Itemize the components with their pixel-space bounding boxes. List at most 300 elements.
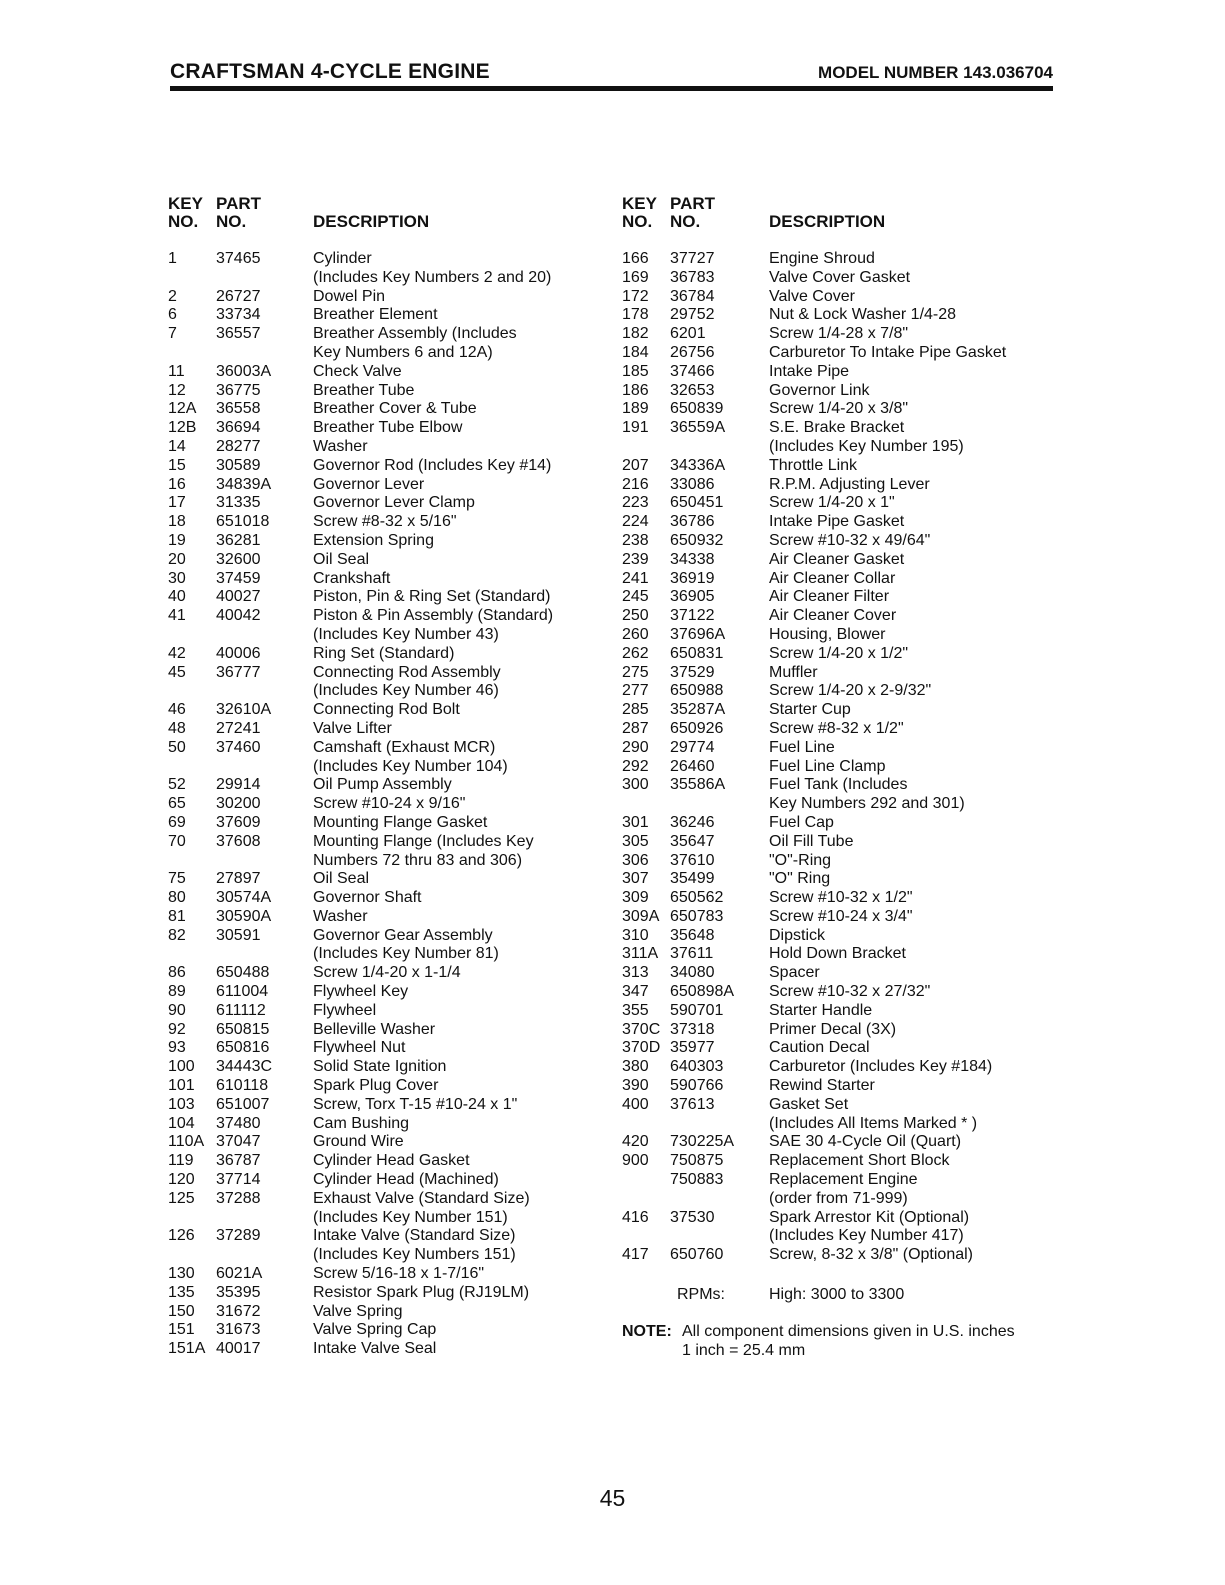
- key-number: 250: [622, 607, 649, 625]
- part-description: SAE 30 4-Cycle Oil (Quart): [769, 1133, 962, 1151]
- key-number: 306: [622, 851, 649, 869]
- key-header-line1: KEY: [168, 194, 203, 213]
- part-number: 37459: [216, 569, 261, 587]
- part-description: Screw, 8-32 x 3/8" (Optional): [769, 1246, 973, 1264]
- part-number: 37460: [216, 738, 261, 756]
- key-number: 17: [168, 494, 186, 512]
- part-number: 30589: [216, 456, 261, 474]
- part-number: 26460: [670, 757, 715, 775]
- part-description: Governor Rod (Includes Key #14): [313, 456, 552, 474]
- page-title: CRAFTSMAN 4-CYCLE ENGINE: [170, 60, 490, 83]
- part-number: 35499: [670, 870, 715, 888]
- key-number: 48: [168, 719, 186, 737]
- key-number: 307: [622, 870, 649, 888]
- part-description: Mounting Flange Gasket: [313, 813, 488, 831]
- part-number: 34443C: [216, 1058, 273, 1076]
- key-number: 309: [622, 889, 649, 907]
- key-number: 178: [622, 306, 649, 324]
- part-number: 30591: [216, 926, 261, 944]
- part-description: Solid State Ignition: [313, 1058, 447, 1076]
- key-number: 14: [168, 437, 186, 455]
- part-number: 34080: [670, 964, 715, 982]
- key-number: 103: [168, 1095, 195, 1113]
- part-description: Camshaft (Exhaust MCR): [313, 738, 496, 756]
- part-description: (Includes Key Number 46): [313, 682, 499, 700]
- key-number: 6: [168, 306, 177, 324]
- part-number: 37318: [670, 1020, 715, 1038]
- part-description: Breather Tube: [313, 381, 415, 399]
- part-number: 27241: [216, 719, 261, 737]
- part-number: 26756: [670, 343, 715, 361]
- part-description: Air Cleaner Cover: [769, 607, 897, 625]
- part-number: 31672: [216, 1302, 261, 1320]
- part-description: (Includes Key Numbers 2 and 20): [313, 268, 552, 286]
- part-header-line1: PART: [216, 194, 262, 213]
- part-description: Crankshaft: [313, 569, 391, 587]
- model-number: MODEL NUMBER 143.036704: [818, 63, 1053, 82]
- key-number: 150: [168, 1302, 195, 1320]
- key-number: 46: [168, 701, 186, 719]
- part-description: Intake Pipe Gasket: [769, 513, 905, 531]
- key-number: 30: [168, 569, 186, 587]
- key-number: 355: [622, 1001, 649, 1019]
- part-description: Breather Assembly (Includes: [313, 325, 517, 343]
- part-number: 36557: [216, 325, 261, 343]
- part-number: 35287A: [670, 701, 726, 719]
- part-description: Numbers 72 thru 83 and 306): [313, 851, 523, 869]
- part-number: 29774: [670, 738, 715, 756]
- page-number: 45: [599, 1485, 626, 1511]
- part-description: Screw 5/16-18 x 1-7/16": [313, 1265, 485, 1283]
- part-number: 34338: [670, 550, 715, 568]
- part-number: 37465: [216, 250, 261, 267]
- part-number: 36783: [670, 268, 715, 286]
- part-description: R.P.M. Adjusting Lever: [769, 475, 930, 493]
- part-number: 37047: [216, 1133, 261, 1151]
- part-number: 32653: [670, 381, 715, 399]
- part-description: Check Valve: [313, 362, 402, 380]
- key-number: 20: [168, 550, 186, 568]
- part-description: Air Cleaner Gasket: [769, 550, 905, 568]
- key-header-line1: KEY: [622, 194, 657, 213]
- note-line2: 1 inch = 25.4 mm: [682, 1342, 806, 1359]
- part-number: 30200: [216, 795, 261, 813]
- part-description: Caution Decal: [769, 1039, 870, 1057]
- rpm-label: RPMs:: [677, 1286, 725, 1303]
- part-number: 36786: [670, 513, 715, 531]
- part-description: Screw #10-24 x 9/16": [313, 795, 466, 813]
- key-number: 41: [168, 607, 186, 625]
- key-number: 120: [168, 1171, 195, 1189]
- part-description: Flywheel Key: [313, 983, 409, 1001]
- part-number: 37122: [670, 607, 715, 625]
- key-number: 169: [622, 268, 649, 286]
- part-description: Valve Spring Cap: [313, 1321, 437, 1339]
- key-number: 287: [622, 719, 649, 737]
- part-description: Rewind Starter: [769, 1077, 875, 1095]
- part-number: 37466: [670, 362, 715, 380]
- part-number: 40006: [216, 644, 261, 662]
- part-description: Fuel Line Clamp: [769, 757, 886, 775]
- part-description: Valve Cover Gasket: [769, 268, 911, 286]
- part-description: Governor Link: [769, 381, 870, 399]
- part-description: Muffler: [769, 663, 818, 681]
- part-number: 6021A: [216, 1265, 263, 1283]
- key-number: 42: [168, 644, 186, 662]
- key-number: 309A: [622, 907, 660, 925]
- part-number: 36694: [216, 419, 261, 437]
- part-description: Screw 1/4-20 x 1/2": [769, 644, 909, 662]
- key-number: 75: [168, 870, 186, 888]
- key-number: 18: [168, 513, 186, 531]
- part-description: Piston & Pin Assembly (Standard): [313, 607, 554, 625]
- key-number: 89: [168, 983, 186, 1001]
- part-number: 650488: [216, 964, 270, 982]
- part-description: (Includes Key Number 43): [313, 625, 499, 643]
- part-description: Resistor Spark Plug (RJ19LM): [313, 1283, 530, 1301]
- part-number: 650926: [670, 719, 724, 737]
- key-number: 239: [622, 550, 649, 568]
- key-number: 2: [168, 287, 177, 305]
- part-number: 40017: [216, 1340, 261, 1358]
- part-number: 36281: [216, 531, 261, 549]
- key-number: 305: [622, 832, 649, 850]
- key-number: 262: [622, 644, 649, 662]
- part-number: 36777: [216, 663, 261, 681]
- part-description: Intake Pipe: [769, 362, 850, 380]
- key-number: 82: [168, 926, 186, 944]
- key-number: 380: [622, 1058, 649, 1076]
- part-number: 33734: [216, 306, 261, 324]
- part-number: 750883: [670, 1171, 724, 1189]
- part-number: 28277: [216, 437, 261, 455]
- part-number: 36246: [670, 813, 715, 831]
- part-number: 33086: [670, 475, 715, 493]
- key-number: 101: [168, 1077, 195, 1095]
- key-header-line2: NO.: [168, 212, 199, 231]
- part-number: 36003A: [216, 362, 272, 380]
- key-number: 189: [622, 400, 649, 418]
- part-description: (Includes Key Number 151): [313, 1208, 508, 1226]
- part-description: Cylinder Head (Machined): [313, 1171, 499, 1189]
- part-description: Air Cleaner Filter: [769, 588, 890, 606]
- key-number: 275: [622, 663, 649, 681]
- key-number: 417: [622, 1246, 649, 1264]
- part-number: 35586A: [670, 776, 726, 794]
- part-description: Exhaust Valve (Standard Size): [313, 1189, 530, 1207]
- part-description: Hold Down Bracket: [769, 945, 906, 963]
- part-description: Breather Element: [313, 306, 438, 324]
- part-description: Ring Set (Standard): [313, 644, 455, 662]
- key-number: 416: [622, 1208, 649, 1226]
- key-number: 292: [622, 757, 649, 775]
- part-number: 590766: [670, 1077, 724, 1095]
- part-number: 34336A: [670, 456, 726, 474]
- part-description: Oil Pump Assembly: [313, 776, 452, 794]
- key-number: 19: [168, 531, 186, 549]
- part-number: 650816: [216, 1039, 270, 1057]
- part-description: Valve Spring: [313, 1302, 403, 1320]
- key-number: 313: [622, 964, 649, 982]
- part-description: Throttle Link: [769, 456, 858, 474]
- part-description: Valve Cover: [769, 287, 855, 305]
- part-description: Dowel Pin: [313, 287, 386, 305]
- key-number: 90: [168, 1001, 186, 1019]
- part-description: Screw, Torx T-15 #10-24 x 1": [313, 1095, 518, 1113]
- key-number: 7: [168, 325, 177, 343]
- header-rule: [170, 86, 1053, 91]
- key-header-line2: NO.: [622, 212, 653, 231]
- part-number: 36559A: [670, 419, 726, 437]
- key-number: 400: [622, 1095, 649, 1113]
- description-header: DESCRIPTION: [769, 212, 886, 231]
- key-number: 166: [622, 250, 649, 267]
- part-description: Flywheel: [313, 1001, 377, 1019]
- part-description: Fuel Tank (Includes: [769, 776, 908, 794]
- key-number: 86: [168, 964, 186, 982]
- part-description: "O"-Ring: [769, 851, 832, 869]
- part-description: Oil Seal: [313, 870, 370, 888]
- part-number: 30574A: [216, 889, 272, 907]
- note-label: NOTE:: [622, 1323, 672, 1340]
- description-header: DESCRIPTION: [313, 212, 430, 231]
- key-number: 223: [622, 494, 649, 512]
- part-description: Key Numbers 292 and 301): [769, 795, 965, 813]
- part-number: 37480: [216, 1114, 261, 1132]
- part-description: Screw #10-32 x 27/32": [769, 983, 931, 1001]
- part-description: Air Cleaner Collar: [769, 569, 896, 587]
- key-number: 125: [168, 1189, 195, 1207]
- part-number: 37608: [216, 832, 261, 850]
- key-number: 16: [168, 475, 186, 493]
- part-description: Screw #8-32 x 5/16": [313, 513, 457, 531]
- key-number: 277: [622, 682, 649, 700]
- note-line1: All component dimensions given in U.S. inches: [682, 1323, 1015, 1340]
- part-description: Governor Shaft: [313, 889, 422, 907]
- part-number: 730225A: [670, 1133, 735, 1151]
- key-number: 104: [168, 1114, 195, 1132]
- part-description: Screw #10-32 x 1/2": [769, 889, 913, 907]
- part-number: 37613: [670, 1095, 715, 1113]
- rpm-value: High: 3000 to 3300: [769, 1286, 905, 1303]
- key-number: 285: [622, 701, 649, 719]
- part-number: 610118: [216, 1077, 269, 1095]
- part-description: Replacement Engine: [769, 1171, 918, 1189]
- part-number: 31335: [216, 494, 261, 512]
- part-description: "O" Ring: [769, 870, 831, 888]
- part-number: 37529: [670, 663, 715, 681]
- part-description: Cylinder: [313, 250, 372, 267]
- key-number: 238: [622, 531, 649, 549]
- part-number: 35395: [216, 1283, 261, 1301]
- key-number: 1: [168, 250, 177, 267]
- part-number: 651007: [216, 1095, 270, 1113]
- part-description: (Includes Key Number 104): [313, 757, 508, 775]
- key-number: 15: [168, 456, 186, 474]
- part-description: Piston, Pin & Ring Set (Standard): [313, 588, 551, 606]
- part-number: 650988: [670, 682, 724, 700]
- part-number: 650932: [670, 531, 724, 549]
- key-number: 300: [622, 776, 649, 794]
- key-number: 186: [622, 381, 649, 399]
- part-description: Nut & Lock Washer 1/4-28: [769, 306, 957, 324]
- part-number: 37727: [670, 250, 715, 267]
- part-description: Housing, Blower: [769, 625, 886, 643]
- part-number: 37609: [216, 813, 261, 831]
- part-description: Breather Cover & Tube: [313, 400, 477, 418]
- key-number: 65: [168, 795, 186, 813]
- key-number: 191: [622, 419, 649, 437]
- part-description: Screw #8-32 x 1/2": [769, 719, 904, 737]
- part-description: Valve Lifter: [313, 719, 392, 737]
- key-number: 45: [168, 663, 186, 681]
- part-number: 650783: [670, 907, 724, 925]
- part-description: Spark Plug Cover: [313, 1077, 439, 1095]
- part-description: S.E. Brake Bracket: [769, 419, 905, 437]
- part-number: 40027: [216, 588, 261, 606]
- key-number: 900: [622, 1152, 649, 1170]
- key-number: 207: [622, 456, 649, 474]
- key-number: 92: [168, 1020, 186, 1038]
- key-number: 135: [168, 1283, 195, 1301]
- key-number: 50: [168, 738, 186, 756]
- part-description: Gasket Set: [769, 1095, 849, 1113]
- part-number: 640303: [670, 1058, 724, 1076]
- key-number: 370C: [622, 1020, 661, 1038]
- part-number: 36775: [216, 381, 261, 399]
- key-number: 12A: [168, 400, 197, 418]
- key-number: 93: [168, 1039, 186, 1057]
- part-description: (Includes Key Number 81): [313, 945, 499, 963]
- part-number: 6201: [670, 325, 706, 343]
- part-description: Carburetor To Intake Pipe Gasket: [769, 343, 1007, 361]
- part-number: 40042: [216, 607, 261, 625]
- part-description: Screw 1/4-20 x 3/8": [769, 400, 909, 418]
- part-description: (Includes All Items Marked * ): [769, 1114, 978, 1132]
- part-number: 36558: [216, 400, 261, 418]
- part-description: (order from 71-999): [769, 1189, 908, 1207]
- part-number: 36784: [670, 287, 715, 305]
- part-header-line2: NO.: [216, 212, 247, 231]
- key-number: 110A: [168, 1133, 205, 1151]
- part-description: Starter Handle: [769, 1001, 873, 1019]
- part-description: Fuel Cap: [769, 813, 834, 831]
- part-number: 611004: [216, 983, 269, 1001]
- part-description: Engine Shroud: [769, 250, 875, 267]
- part-number: 30590A: [216, 907, 272, 925]
- part-description: Governor Lever: [313, 475, 425, 493]
- part-number: 650760: [670, 1246, 724, 1264]
- part-description: Dipstick: [769, 926, 826, 944]
- part-number: 650831: [670, 644, 724, 662]
- part-number: 650562: [670, 889, 724, 907]
- part-number: 750875: [670, 1152, 724, 1170]
- part-description: Oil Fill Tube: [769, 832, 854, 850]
- part-description: Screw 1/4-20 x 1-1/4: [313, 964, 461, 982]
- key-number: 100: [168, 1058, 195, 1076]
- part-description: Cam Bushing: [313, 1114, 410, 1132]
- part-description: Spacer: [769, 964, 820, 982]
- key-number: 52: [168, 776, 186, 794]
- part-number: 35648: [670, 926, 715, 944]
- part-number: 37696A: [670, 625, 726, 643]
- key-number: 11: [168, 362, 185, 380]
- part-number: 611112: [216, 1001, 266, 1019]
- part-description: Oil Seal: [313, 550, 370, 568]
- part-number: 26727: [216, 287, 261, 305]
- part-number: 650815: [216, 1020, 270, 1038]
- key-number: 185: [622, 362, 649, 380]
- part-number: 650898A: [670, 983, 735, 1001]
- key-number: 290: [622, 738, 649, 756]
- part-description: Screw 1/4-28 x 7/8": [769, 325, 909, 343]
- key-number: 216: [622, 475, 649, 493]
- key-number: 241: [622, 569, 649, 587]
- key-number: 245: [622, 588, 649, 606]
- part-number: 35647: [670, 832, 715, 850]
- key-number: 260: [622, 625, 649, 643]
- key-number: 311A: [622, 945, 659, 963]
- key-number: 310: [622, 926, 649, 944]
- part-description: Connecting Rod Assembly: [313, 663, 501, 681]
- key-number: 12: [168, 381, 186, 399]
- key-number: 301: [622, 813, 649, 831]
- part-header-line2: NO.: [670, 212, 701, 231]
- part-number: 27897: [216, 870, 261, 888]
- part-number: 32610A: [216, 701, 272, 719]
- key-number: 420: [622, 1133, 649, 1151]
- part-description: Carburetor (Includes Key #184): [769, 1058, 993, 1076]
- part-description: Starter Cup: [769, 701, 851, 719]
- key-number: 370D: [622, 1039, 661, 1057]
- key-number: 172: [622, 287, 649, 305]
- part-description: Belleville Washer: [313, 1020, 436, 1038]
- part-number: 37289: [216, 1227, 261, 1245]
- part-number: 37611: [670, 945, 714, 963]
- key-number: 119: [168, 1152, 194, 1170]
- key-number: 69: [168, 813, 186, 831]
- key-number: 182: [622, 325, 649, 343]
- part-description: Key Numbers 6 and 12A): [313, 343, 493, 361]
- part-description: (Includes Key Numbers 151): [313, 1246, 516, 1264]
- part-description: Screw #10-32 x 49/64": [769, 531, 931, 549]
- part-number: 37288: [216, 1189, 261, 1207]
- part-number: 29752: [670, 306, 715, 324]
- part-description: Connecting Rod Bolt: [313, 701, 460, 719]
- key-number: 80: [168, 889, 186, 907]
- key-number: 347: [622, 983, 649, 1001]
- part-description: Screw 1/4-20 x 2-9/32": [769, 682, 932, 700]
- key-number: 130: [168, 1265, 195, 1283]
- part-description: Flywheel Nut: [313, 1039, 406, 1057]
- part-number: 590701: [670, 1001, 724, 1019]
- key-number: 151A: [168, 1340, 206, 1358]
- part-description: Governor Lever Clamp: [313, 494, 475, 512]
- part-description: Spark Arrestor Kit (Optional): [769, 1208, 970, 1226]
- part-description: Fuel Line: [769, 738, 835, 756]
- part-number: 650451: [670, 494, 724, 512]
- part-number: 32600: [216, 550, 261, 568]
- part-number: 37530: [670, 1208, 715, 1226]
- part-description: Intake Valve Seal: [313, 1340, 437, 1358]
- key-number: 12B: [168, 419, 197, 437]
- part-description: Ground Wire: [313, 1133, 404, 1151]
- key-number: 40: [168, 588, 186, 606]
- part-number: 31673: [216, 1321, 261, 1339]
- part-description: Washer: [313, 437, 368, 455]
- part-number: 34839A: [216, 475, 272, 493]
- part-number: 36919: [670, 569, 715, 587]
